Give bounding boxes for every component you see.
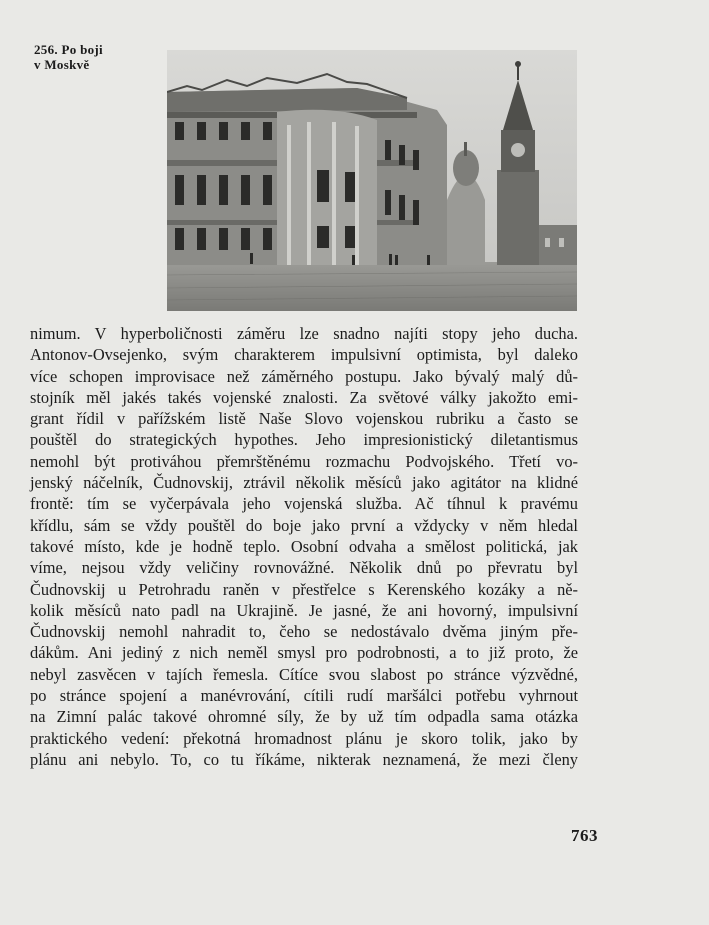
text-line: jenský náčelník, Čudnovskij, ztrávil několik měsíců jako agitátor na klidné [30, 473, 578, 493]
text-line: praktického vedení: překotná hromadnost plánu je skoro tolik, jako by [30, 728, 578, 748]
figure-caption [34, 42, 103, 72]
text-line: frontě: tím se vyčerpávala jeho vojenská služba. Ač tíhnul k pravému [30, 494, 578, 514]
photograph-moscow-palace-and-kremlin-tower-icon [167, 50, 577, 311]
text-line: pouštěl do strategických hypothes. Jeho impresionistický diletantismus [30, 430, 578, 450]
text-line: kolik měsíců nato padl na Ukrajině. Je jasné, že ani hovorný, impulsivní [30, 600, 578, 620]
text-line: víme, nejsou vždy veličiny rovnovážné. Několik dnů po převratu byl [30, 558, 578, 578]
text-line: takové místo, kde je hodně teplo. Osobní odvaha a smělost politická, jak [30, 536, 578, 556]
figure-caption-number: 256. Po boji [34, 42, 103, 57]
text-line: stojník měl jakés takés vojenské znalosti. Za světové války jakožto emi- [30, 387, 578, 407]
text-line: nimum. V hyperboličnosti záměru lze snadno najíti stopy jeho ducha. [30, 324, 578, 343]
text-line: Čudnovskij u Petrohradu raněn v přestřelce s Kerenského kozáky a ně- [30, 579, 578, 599]
photograph [167, 50, 577, 311]
text-line: dákům. Ani jediný z nich neměl smysl pro podrobnosti, a to již proto, že [30, 643, 578, 663]
body-text [30, 323, 578, 770]
page-number: 763 [571, 826, 598, 845]
text-line: nemohl být protiváhou přemrštěnému rozmachu Podvojského. Třetí vo- [30, 451, 578, 471]
text-line: Antonov-Ovsejenko, svým charakterem impulsivní optimista, byl daleko [30, 345, 578, 365]
text-line: Čudnovskij nemohl nahradit to, čeho se nedostávalo dvěma jiným pře- [30, 622, 578, 642]
text-line: na Zimní palác takové ohromné síly, že by už tím odpadla sama otázka [30, 707, 578, 727]
text-line: grant řídil v pařížském listě Naše Slovo vojenskou rubriku a často se [30, 409, 578, 429]
text-line: křídlu, sám se vždy pouštěl do boje jako první a vždycky v něm hledal [30, 515, 578, 535]
text-line: po stránce spojení a manévrování, cítili rudí maršálci potřebu vyhrnout [30, 686, 578, 706]
text-line: nebyl zasvěcen v tajích řemesla. Cítíce svou slabost po stránce výzvědné, [30, 664, 578, 684]
figure-caption-place: v Moskvě [34, 57, 90, 72]
text-line: plánu ani nebylo. To, co tu říkáme, nikterak neznamená, že mezi členy [30, 749, 578, 769]
text-line: více schopen improvisace než záměrného postupu. Jako bývalý malý dů- [30, 366, 578, 386]
